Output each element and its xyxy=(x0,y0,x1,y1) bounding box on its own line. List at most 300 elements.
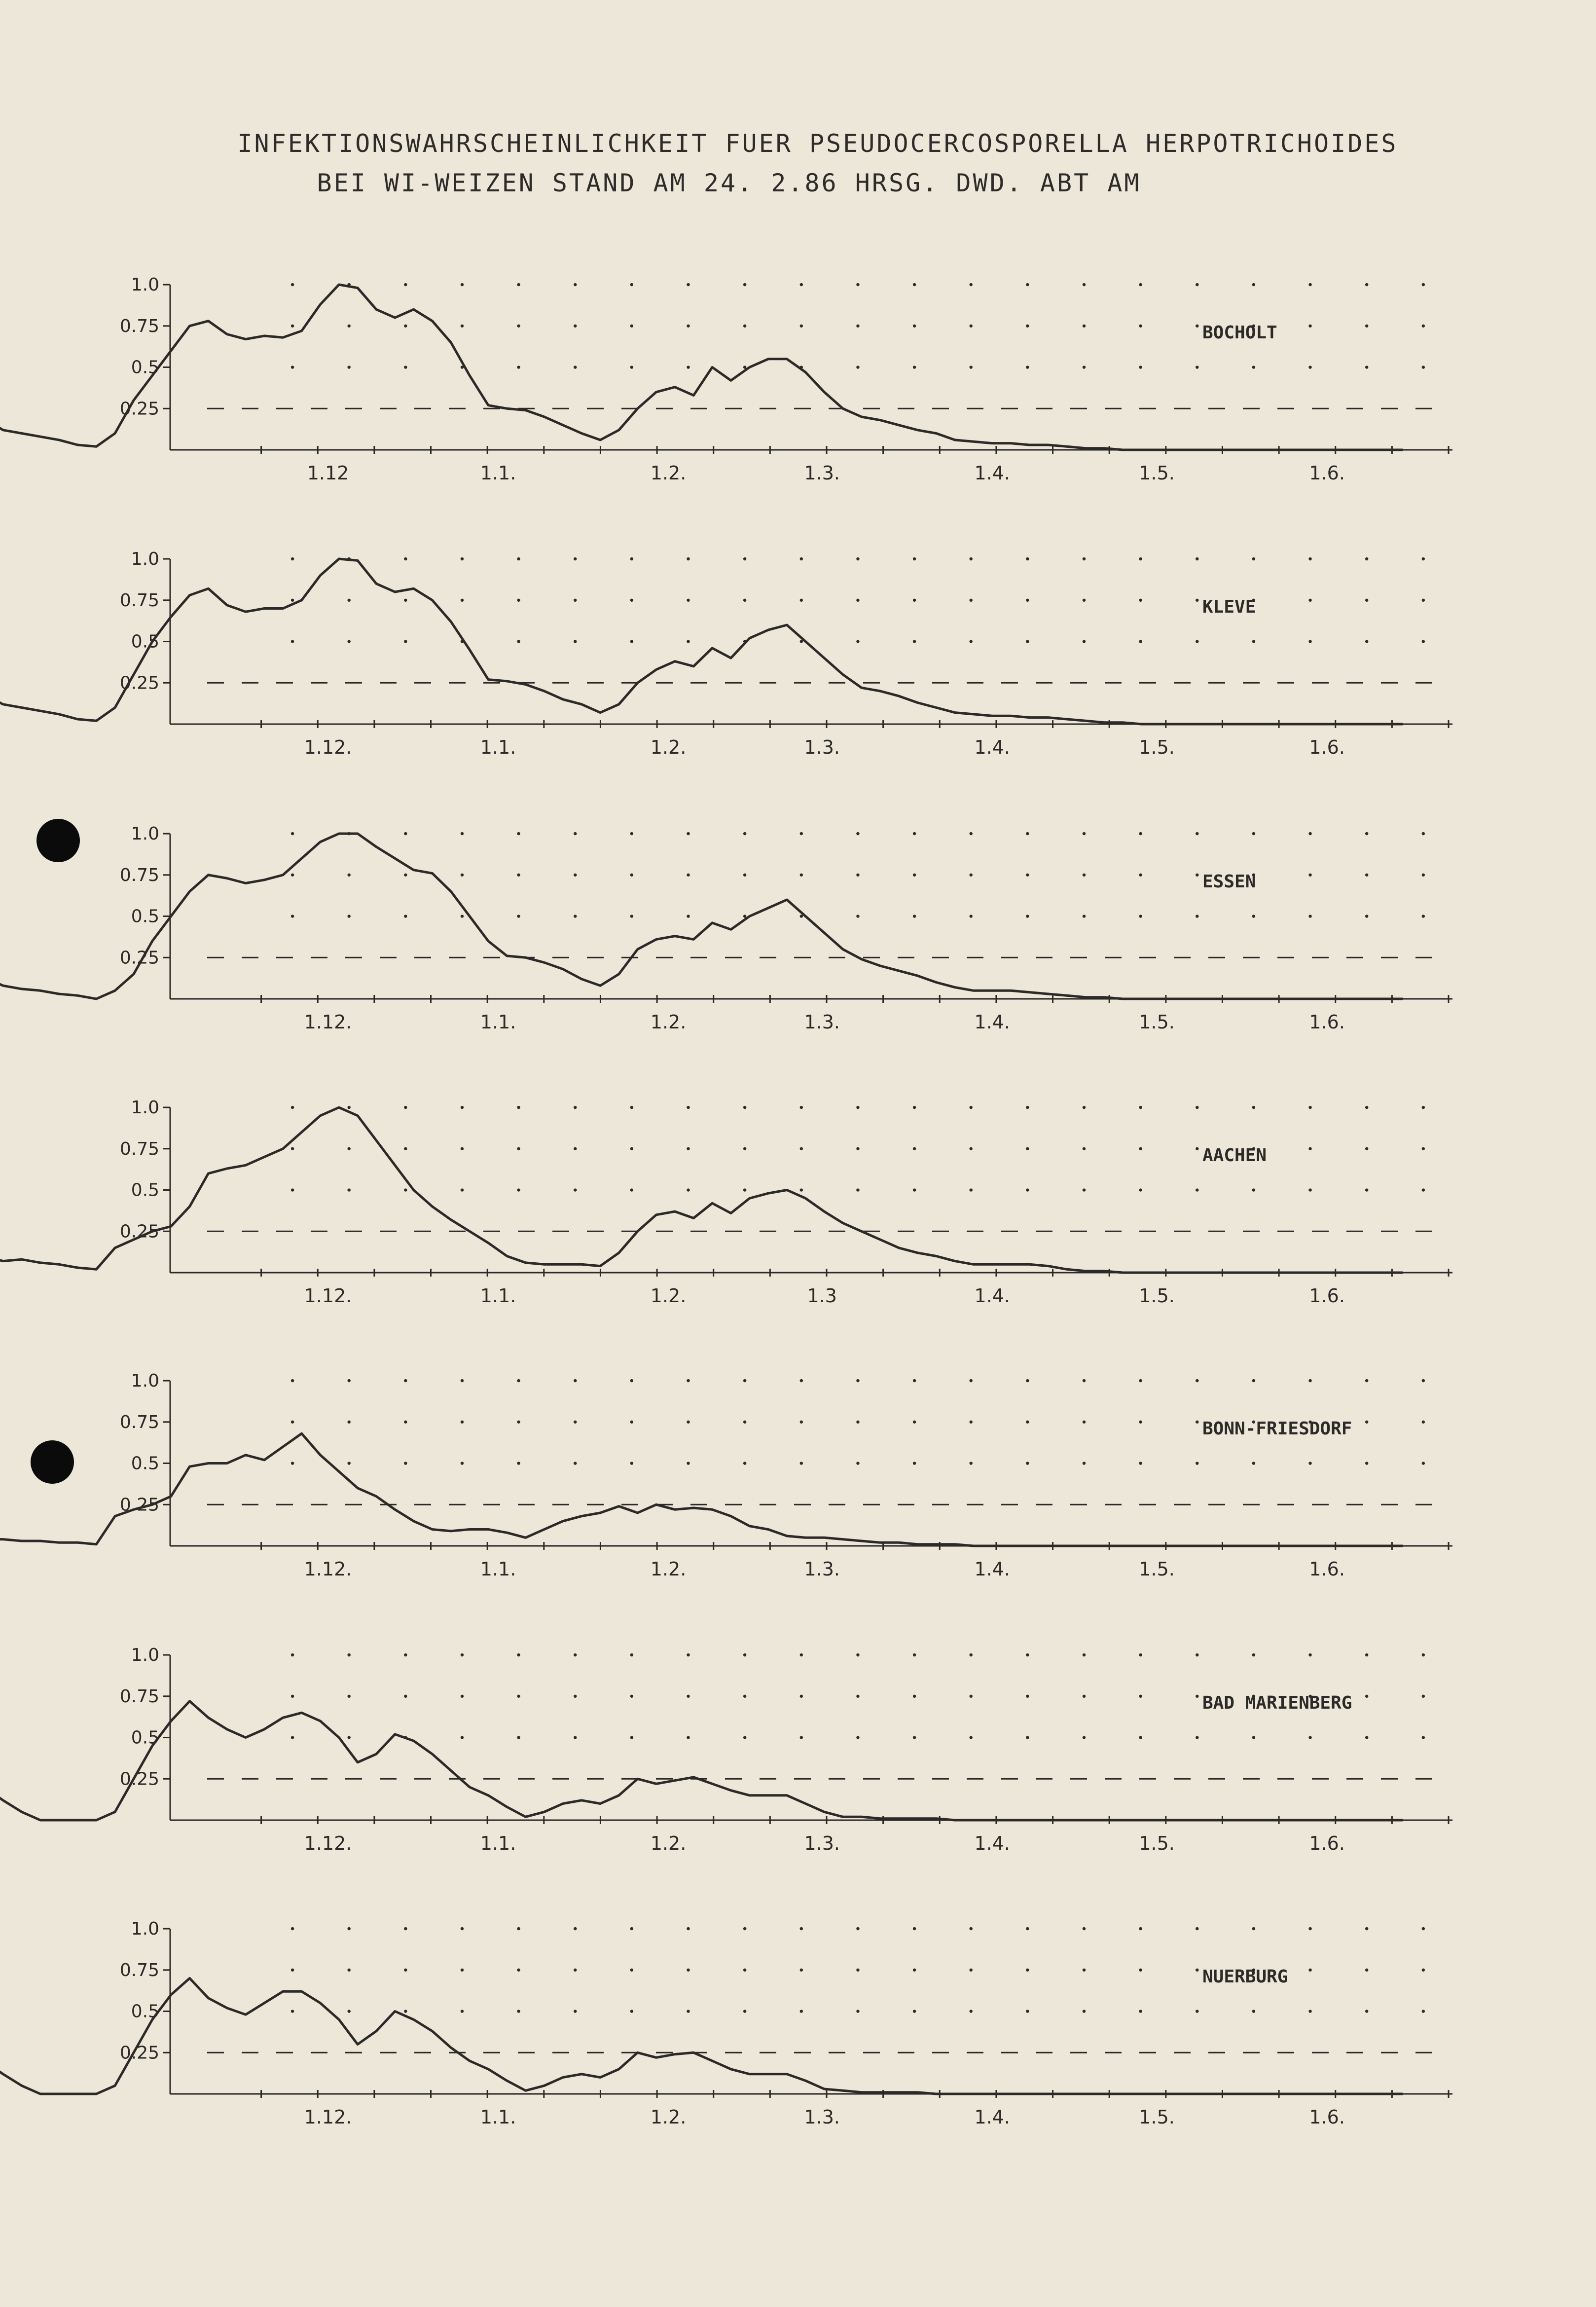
station-label: KLEVE xyxy=(1202,596,1256,617)
x-tick-label: 1.1. xyxy=(480,1285,516,1307)
grid-dot xyxy=(1083,1379,1086,1382)
grid-dot xyxy=(1365,2010,1368,2013)
grid-dot xyxy=(687,2010,689,2013)
grid-dot xyxy=(1026,557,1029,560)
grid-dot xyxy=(856,599,859,602)
grid-dot xyxy=(347,2010,350,2013)
grid-dot xyxy=(856,283,859,286)
grid-dot xyxy=(347,640,350,643)
x-tick-label: 1.6. xyxy=(1309,1011,1345,1033)
grid-dot xyxy=(404,1421,407,1424)
x-tick-label: 1.6. xyxy=(1309,1285,1345,1307)
grid-dot xyxy=(1252,640,1255,643)
grid-dot xyxy=(1083,1969,1086,1972)
y-tick-label: 1.0 xyxy=(131,1645,159,1666)
grid-dot xyxy=(1026,640,1029,643)
grid-dot xyxy=(1139,1421,1142,1424)
x-tick-label: 1.2. xyxy=(650,1558,687,1580)
grid-dot xyxy=(517,1969,520,1972)
y-tick-label: 0.75 xyxy=(119,316,159,336)
grid-dot xyxy=(574,557,577,560)
x-tick-label: 1.4. xyxy=(974,1285,1010,1307)
grid-dot xyxy=(1422,1969,1425,1972)
grid-dot xyxy=(404,1462,407,1465)
grid-dot xyxy=(1026,1106,1029,1109)
x-tick-label: 1.2. xyxy=(650,736,687,758)
grid-dot xyxy=(630,557,633,560)
grid-dot xyxy=(291,1106,294,1109)
grid-dot xyxy=(1196,640,1198,643)
grid-dot xyxy=(1139,915,1142,917)
x-tick-label: 1.4. xyxy=(974,1558,1010,1580)
y-tick-label: 0.5 xyxy=(131,906,159,927)
grid-dot xyxy=(517,1379,520,1382)
grid-dot xyxy=(743,832,746,835)
grid-dot xyxy=(347,1147,350,1150)
series-line-infection-probability xyxy=(0,559,1403,724)
grid-dot xyxy=(1083,832,1086,835)
grid-dot xyxy=(404,1653,407,1656)
grid-dot xyxy=(1083,557,1086,560)
x-tick-label: 1.2. xyxy=(650,462,687,484)
grid-dot xyxy=(1026,366,1029,368)
grid-dot xyxy=(1308,874,1311,877)
grid-dot xyxy=(1365,915,1368,917)
grid-dot xyxy=(687,1188,689,1191)
grid-dot xyxy=(517,640,520,643)
chart-panel-kleve xyxy=(0,549,1452,758)
grid-dot xyxy=(856,1106,859,1109)
grid-dot xyxy=(1196,874,1198,877)
grid-dot xyxy=(1026,1736,1029,1739)
grid-dot xyxy=(574,1736,577,1739)
grid-dot xyxy=(1422,283,1425,286)
grid-dot xyxy=(913,557,916,560)
series-line-infection-probability xyxy=(0,1107,1403,1273)
grid-dot xyxy=(1026,1379,1029,1382)
grid-dot xyxy=(1365,1695,1368,1698)
x-tick-label: 1.1. xyxy=(480,1558,516,1580)
grid-dot xyxy=(291,1188,294,1191)
x-tick-label: 1.4. xyxy=(974,1832,1010,1854)
grid-dot xyxy=(461,1147,464,1150)
grid-dot xyxy=(1422,366,1425,368)
grid-dot xyxy=(1083,283,1086,286)
grid-dot xyxy=(347,599,350,602)
grid-dot xyxy=(1422,1421,1425,1424)
grid-dot xyxy=(1196,1188,1198,1191)
x-tick-label: 1.3 xyxy=(807,1285,837,1307)
grid-dot xyxy=(743,599,746,602)
grid-dot xyxy=(574,1695,577,1698)
grid-dot xyxy=(291,325,294,328)
grid-dot xyxy=(1308,325,1311,328)
grid-dot xyxy=(404,1927,407,1930)
x-tick-label: 1.6. xyxy=(1309,1832,1345,1854)
grid-dot xyxy=(574,1421,577,1424)
grid-dot xyxy=(1365,640,1368,643)
grid-dot xyxy=(1083,1188,1086,1191)
grid-dot xyxy=(1026,1969,1029,1972)
grid-dot xyxy=(1308,1736,1311,1739)
chart-panel-bad-marienberg xyxy=(0,1645,1452,1854)
grid-dot xyxy=(461,1653,464,1656)
x-tick-label: 1.2. xyxy=(650,1285,687,1307)
grid-dot xyxy=(517,283,520,286)
grid-dot xyxy=(291,1653,294,1656)
grid-dot xyxy=(347,1695,350,1698)
grid-dot xyxy=(1196,366,1198,368)
grid-dot xyxy=(1139,1969,1142,1972)
grid-dot xyxy=(856,1927,859,1930)
grid-dot xyxy=(970,1188,973,1191)
grid-dot xyxy=(1196,1695,1198,1698)
grid-dot xyxy=(517,1147,520,1150)
grid-dot xyxy=(517,832,520,835)
grid-dot xyxy=(1365,874,1368,877)
y-tick-label: 0.5 xyxy=(131,357,159,378)
grid-dot xyxy=(630,1695,633,1698)
x-tick-label: 1.6. xyxy=(1309,2106,1345,2128)
grid-dot xyxy=(347,1969,350,1972)
grid-dot xyxy=(461,1927,464,1930)
x-tick-label: 1.1. xyxy=(480,736,516,758)
grid-dot xyxy=(574,1106,577,1109)
series-line-infection-probability xyxy=(0,1433,1403,1546)
y-tick-label: 0.25 xyxy=(119,1221,159,1242)
grid-dot xyxy=(517,1188,520,1191)
grid-dot xyxy=(913,1106,916,1109)
x-tick-label: 1.5. xyxy=(1139,1011,1175,1033)
grid-dot xyxy=(574,1379,577,1382)
grid-dot xyxy=(574,1188,577,1191)
grid-dot xyxy=(1422,915,1425,917)
grid-dot xyxy=(461,915,464,917)
grid-dot xyxy=(461,832,464,835)
grid-dot xyxy=(743,1188,746,1191)
grid-dot xyxy=(517,1927,520,1930)
y-tick-label: 0.5 xyxy=(131,631,159,652)
chart-panel-aachen xyxy=(0,1098,1452,1307)
grid-dot xyxy=(404,366,407,368)
grid-dot xyxy=(856,366,859,368)
grid-dot xyxy=(574,325,577,328)
x-tick-label: 1.1. xyxy=(480,1011,516,1033)
grid-dot xyxy=(743,1421,746,1424)
grid-dot xyxy=(1196,599,1198,602)
grid-dot xyxy=(574,1927,577,1930)
grid-dot xyxy=(743,1969,746,1972)
grid-dot xyxy=(1083,1653,1086,1656)
grid-dot xyxy=(347,1421,350,1424)
grid-dot xyxy=(1365,599,1368,602)
grid-dot xyxy=(461,1736,464,1739)
grid-dot xyxy=(517,874,520,877)
grid-dot xyxy=(856,832,859,835)
y-tick-label: 0.25 xyxy=(119,673,159,694)
grid-dot xyxy=(517,1462,520,1465)
grid-dot xyxy=(461,1188,464,1191)
grid-dot xyxy=(1365,1462,1368,1465)
grid-dot xyxy=(630,915,633,917)
grid-dot xyxy=(913,1421,916,1424)
grid-dot xyxy=(743,1147,746,1150)
y-tick-label: 0.75 xyxy=(119,590,159,611)
grid-dot xyxy=(970,1379,973,1382)
grid-dot xyxy=(1422,599,1425,602)
y-tick-label: 1.0 xyxy=(131,1098,159,1118)
grid-dot xyxy=(517,366,520,368)
grid-dot xyxy=(347,1927,350,1930)
grid-dot xyxy=(574,832,577,835)
grid-dot xyxy=(574,1969,577,1972)
grid-dot xyxy=(630,1927,633,1930)
grid-dot xyxy=(1083,1695,1086,1698)
grid-dot xyxy=(1139,2010,1142,2013)
grid-dot xyxy=(347,366,350,368)
y-tick-label: 0.5 xyxy=(131,1727,159,1748)
grid-dot xyxy=(1196,1421,1198,1424)
grid-dot xyxy=(404,1106,407,1109)
grid-dot xyxy=(1365,366,1368,368)
grid-dot xyxy=(1026,325,1029,328)
grid-dot xyxy=(1139,1188,1142,1191)
grid-dot xyxy=(404,325,407,328)
grid-dot xyxy=(404,599,407,602)
grid-dot xyxy=(1083,874,1086,877)
chart-title-line-2: BEI WI-WEIZEN STAND AM 24. 2.86 HRSG. DWD. ABT AM xyxy=(317,169,1141,197)
grid-dot xyxy=(574,874,577,877)
grid-dot xyxy=(687,1147,689,1150)
grid-dot xyxy=(970,1969,973,1972)
x-tick-label: 1.4. xyxy=(974,462,1010,484)
grid-dot xyxy=(574,1147,577,1150)
grid-dot xyxy=(1422,1653,1425,1656)
grid-dot xyxy=(970,1147,973,1150)
x-tick-label: 1.3. xyxy=(804,1832,840,1854)
grid-dot xyxy=(800,283,803,286)
x-tick-label: 1.12. xyxy=(304,1832,352,1854)
grid-dot xyxy=(913,874,916,877)
grid-dot xyxy=(291,874,294,877)
grid-dot xyxy=(970,366,973,368)
grid-dot xyxy=(1139,1106,1142,1109)
grid-dot xyxy=(1365,1147,1368,1150)
x-tick-label: 1.3. xyxy=(804,736,840,758)
y-tick-label: 0.25 xyxy=(119,1769,159,1790)
grid-dot xyxy=(347,1462,350,1465)
grid-dot xyxy=(517,915,520,917)
grid-dot xyxy=(1252,1653,1255,1656)
grid-dot xyxy=(1083,599,1086,602)
grid-dot xyxy=(1083,1736,1086,1739)
grid-dot xyxy=(1422,832,1425,835)
grid-dot xyxy=(517,1653,520,1656)
grid-dot xyxy=(630,1969,633,1972)
grid-dot xyxy=(970,2010,973,2013)
x-tick-label: 1.4. xyxy=(974,736,1010,758)
grid-dot xyxy=(461,1421,464,1424)
x-tick-label: 1.12 xyxy=(307,462,349,484)
grid-dot xyxy=(404,874,407,877)
station-label: NUERBURG xyxy=(1202,1966,1288,1987)
grid-dot xyxy=(687,1695,689,1698)
grid-dot xyxy=(1365,557,1368,560)
grid-dot xyxy=(1308,1462,1311,1465)
station-label: AACHEN xyxy=(1202,1145,1267,1166)
grid-dot xyxy=(404,1188,407,1191)
grid-dot xyxy=(1139,1147,1142,1150)
grid-dot xyxy=(1026,915,1029,917)
grid-dot xyxy=(291,1462,294,1465)
grid-dot xyxy=(1139,1695,1142,1698)
x-tick-label: 1.12. xyxy=(304,1558,352,1580)
grid-dot xyxy=(970,1695,973,1698)
grid-dot xyxy=(461,283,464,286)
grid-dot xyxy=(1365,1188,1368,1191)
grid-dot xyxy=(1026,1462,1029,1465)
x-tick-label: 1.1. xyxy=(480,1832,516,1854)
grid-dot xyxy=(970,1106,973,1109)
grid-dot xyxy=(1139,557,1142,560)
y-tick-label: 1.0 xyxy=(131,549,159,570)
x-tick-label: 1.4. xyxy=(974,2106,1010,2128)
grid-dot xyxy=(1252,915,1255,917)
grid-dot xyxy=(1308,1927,1311,1930)
y-tick-label: 0.75 xyxy=(119,1686,159,1707)
grid-dot xyxy=(630,1147,633,1150)
grid-dot xyxy=(1308,1106,1311,1109)
grid-dot xyxy=(1083,1462,1086,1465)
grid-dot xyxy=(574,915,577,917)
grid-dot xyxy=(687,366,689,368)
y-tick-label: 0.25 xyxy=(119,1495,159,1515)
grid-dot xyxy=(1252,557,1255,560)
grid-dot xyxy=(1422,1927,1425,1930)
grid-dot xyxy=(1139,1379,1142,1382)
grid-dot xyxy=(347,1106,350,1109)
grid-dot xyxy=(687,1969,689,1972)
chart-title-line-1: INFEKTIONSWAHRSCHEINLICHKEIT FUER PSEUDOCERCOSPORELLA HERPOTRICHOIDES xyxy=(237,129,1398,158)
grid-dot xyxy=(1422,557,1425,560)
grid-dot xyxy=(913,1147,916,1150)
grid-dot xyxy=(856,325,859,328)
grid-dot xyxy=(630,640,633,643)
grid-dot xyxy=(1026,1147,1029,1150)
grid-dot xyxy=(1026,1927,1029,1930)
grid-dot xyxy=(1196,557,1198,560)
grid-dot xyxy=(913,325,916,328)
chart-panel-nuerburg xyxy=(0,1919,1452,2128)
grid-dot xyxy=(1422,1695,1425,1698)
grid-dot xyxy=(1026,283,1029,286)
grid-dot xyxy=(856,557,859,560)
grid-dot xyxy=(1196,1106,1198,1109)
grid-dot xyxy=(1196,1927,1198,1930)
grid-dot xyxy=(1139,325,1142,328)
grid-dot xyxy=(1196,1379,1198,1382)
grid-dot xyxy=(856,1653,859,1656)
grid-dot xyxy=(1083,325,1086,328)
grid-dot xyxy=(291,2010,294,2013)
grid-dot xyxy=(687,557,689,560)
grid-dot xyxy=(800,1188,803,1191)
series-line-infection-probability xyxy=(0,285,1403,450)
grid-dot xyxy=(1422,325,1425,328)
grid-dot xyxy=(517,557,520,560)
grid-dot xyxy=(687,832,689,835)
station-label: BONN-FRIESDORF xyxy=(1202,1418,1352,1439)
y-tick-label: 0.25 xyxy=(119,948,159,968)
x-tick-label: 1.5. xyxy=(1139,736,1175,758)
y-tick-label: 1.0 xyxy=(131,1919,159,1940)
grid-dot xyxy=(913,1379,916,1382)
grid-dot xyxy=(1422,874,1425,877)
grid-dot xyxy=(1365,1969,1368,1972)
grid-dot xyxy=(800,1736,803,1739)
grid-dot xyxy=(291,1969,294,1972)
grid-dot xyxy=(687,1379,689,1382)
grid-dot xyxy=(404,1969,407,1972)
x-tick-label: 1.3. xyxy=(804,2106,840,2128)
grid-dot xyxy=(913,2010,916,2013)
grid-dot xyxy=(970,1653,973,1656)
grid-dot xyxy=(1083,1421,1086,1424)
grid-dot xyxy=(1139,832,1142,835)
grid-dot xyxy=(743,1653,746,1656)
grid-dot xyxy=(1252,366,1255,368)
grid-dot xyxy=(404,640,407,643)
grid-dot xyxy=(970,874,973,877)
grid-dot xyxy=(291,599,294,602)
grid-dot xyxy=(291,1695,294,1698)
grid-dot xyxy=(291,1421,294,1424)
grid-dot xyxy=(630,325,633,328)
grid-dot xyxy=(1083,2010,1086,2013)
grid-dot xyxy=(743,1927,746,1930)
grid-dot xyxy=(800,1462,803,1465)
grid-dot xyxy=(1139,1736,1142,1739)
grid-dot xyxy=(1422,1147,1425,1150)
grid-dot xyxy=(1422,640,1425,643)
grid-dot xyxy=(1139,874,1142,877)
grid-dot xyxy=(1365,1653,1368,1656)
grid-dot xyxy=(1422,1462,1425,1465)
grid-dot xyxy=(291,640,294,643)
grid-dot xyxy=(1422,1736,1425,1739)
x-tick-label: 1.2. xyxy=(650,1832,687,1854)
grid-dot xyxy=(574,366,577,368)
series-line-infection-probability xyxy=(0,834,1403,999)
grid-dot xyxy=(291,283,294,286)
grid-dot xyxy=(1365,1421,1368,1424)
grid-dot xyxy=(461,874,464,877)
grid-dot xyxy=(856,2010,859,2013)
grid-dot xyxy=(856,640,859,643)
grid-dot xyxy=(1252,1462,1255,1465)
grid-dot xyxy=(291,915,294,917)
y-tick-label: 0.75 xyxy=(119,1960,159,1980)
grid-dot xyxy=(800,1379,803,1382)
grid-dot xyxy=(687,325,689,328)
grid-dot xyxy=(1196,283,1198,286)
grid-dot xyxy=(856,915,859,917)
grid-dot xyxy=(800,1969,803,1972)
grid-dot xyxy=(1196,1736,1198,1739)
grid-dot xyxy=(517,1695,520,1698)
grid-dot xyxy=(347,1379,350,1382)
grid-dot xyxy=(1422,1379,1425,1382)
